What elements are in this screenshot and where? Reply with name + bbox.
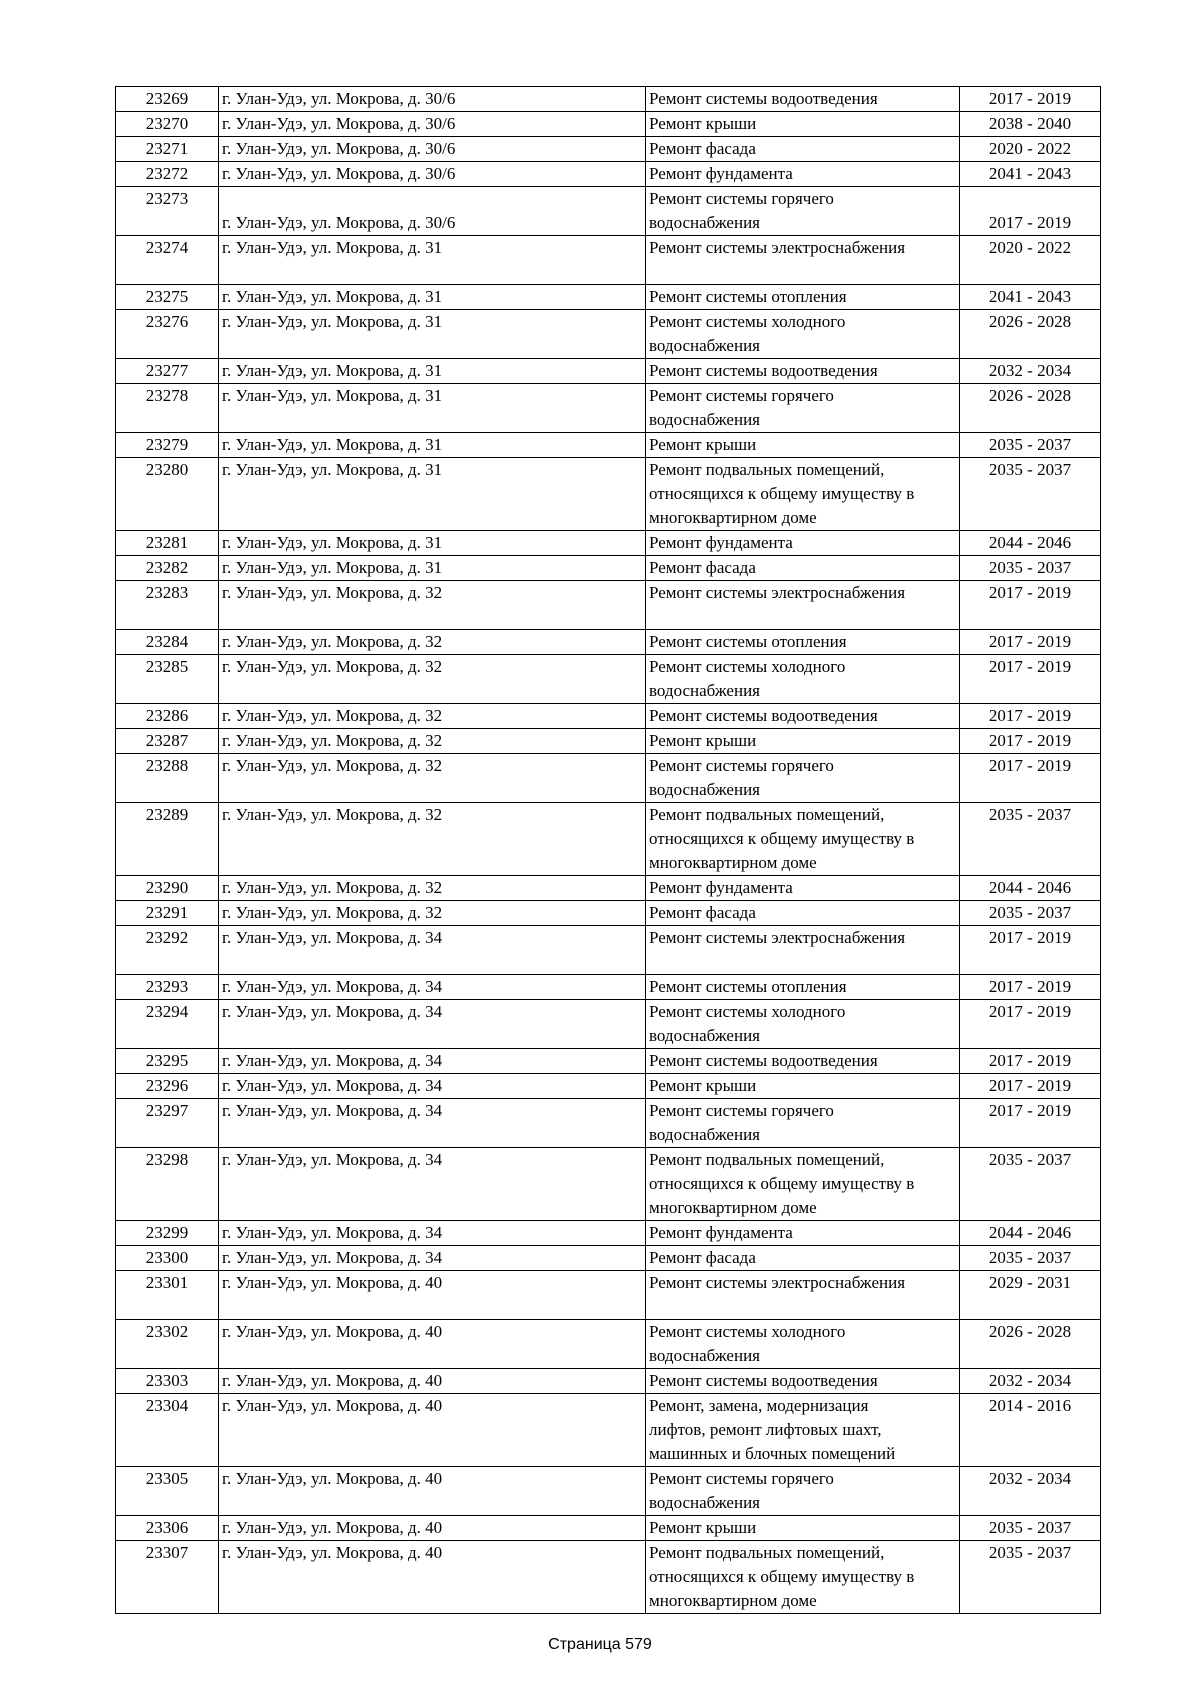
- period-cell: 2035 - 2037: [960, 1516, 1101, 1541]
- work-type-cell: [646, 556, 960, 581]
- row-number: 23297: [116, 1099, 219, 1148]
- work-type-cell: [646, 87, 960, 112]
- work-type-cell: [646, 433, 960, 458]
- row-number: 23306: [116, 1516, 219, 1541]
- work-type-cell: [646, 1099, 960, 1148]
- table-row: [116, 975, 1101, 1000]
- row-number: 23270: [116, 112, 219, 137]
- period-cell: 2017 - 2019: [960, 581, 1101, 630]
- work-type-line: Ремонт, замена, модернизация: [649, 1396, 869, 1415]
- work-type-line: Ремонт системы водоотведения: [649, 706, 878, 725]
- row-number: 23285: [116, 655, 219, 704]
- period-cell: 2041 - 2043: [960, 162, 1101, 187]
- period-cell: 2017 - 2019: [960, 926, 1101, 975]
- work-type-line: относящихся к общему имуществу в: [649, 484, 915, 503]
- address-cell: г. Улан-Удэ, ул. Мокрова, д. 32: [219, 630, 646, 655]
- work-type-line: Ремонт системы электроснабжения: [649, 238, 906, 257]
- address-cell: г. Улан-Удэ, ул. Мокрова, д. 40: [219, 1541, 646, 1614]
- address-cell: г. Улан-Удэ, ул. Мокрова, д. 32: [219, 803, 646, 876]
- address-cell: г. Улан-Удэ, ул. Мокрова, д. 31: [219, 310, 646, 359]
- work-type-cell: [646, 359, 960, 384]
- table-row: [116, 236, 1101, 285]
- address-cell: г. Улан-Удэ, ул. Мокрова, д. 34: [219, 1148, 646, 1221]
- work-type-line: многоквартирном доме: [649, 853, 817, 872]
- work-type-line: Ремонт системы отопления: [649, 632, 847, 651]
- address-cell: г. Улан-Удэ, ул. Мокрова, д. 40: [219, 1394, 646, 1467]
- address-cell: г. Улан-Удэ, ул. Мокрова, д. 32: [219, 729, 646, 754]
- work-type-line: Ремонт системы горячего: [649, 756, 834, 775]
- table-row: [116, 162, 1101, 187]
- work-type-line: Ремонт системы горячего: [649, 1469, 834, 1488]
- address-cell: г. Улан-Удэ, ул. Мокрова, д. 34: [219, 975, 646, 1000]
- work-type-cell: [646, 729, 960, 754]
- work-type-cell: [646, 310, 960, 359]
- work-type-cell: [646, 1369, 960, 1394]
- work-type-line: многоквартирном доме: [649, 508, 817, 527]
- period-cell: 2017 - 2019: [960, 87, 1101, 112]
- period-cell: 2017 - 2019: [960, 655, 1101, 704]
- work-type-line: Ремонт системы водоотведения: [649, 1371, 878, 1390]
- work-type-line: Ремонт системы холодного: [649, 1002, 846, 1021]
- period-cell: 2035 - 2037: [960, 433, 1101, 458]
- address-cell: г. Улан-Удэ, ул. Мокрова, д. 40: [219, 1467, 646, 1516]
- table-row: [116, 876, 1101, 901]
- table-row: [116, 1000, 1101, 1049]
- row-number: 23292: [116, 926, 219, 975]
- period-cell: 2014 - 2016: [960, 1394, 1101, 1467]
- address-cell: г. Улан-Удэ, ул. Мокрова, д. 31: [219, 236, 646, 285]
- table-row: [116, 1467, 1101, 1516]
- table-row: [116, 556, 1101, 581]
- work-type-cell: [646, 926, 960, 975]
- work-type-cell: [646, 975, 960, 1000]
- work-type-line: водоснабжения: [649, 1346, 760, 1365]
- address-cell: г. Улан-Удэ, ул. Мокрова, д. 31: [219, 384, 646, 433]
- work-type-cell: [646, 384, 960, 433]
- work-type-cell: [646, 1320, 960, 1369]
- work-type-line: лифтов, ремонт лифтовых шахт,: [649, 1420, 882, 1439]
- row-number: 23302: [116, 1320, 219, 1369]
- work-type-line: Ремонт системы электроснабжения: [649, 583, 906, 602]
- page-number: Страница 579: [548, 1636, 652, 1653]
- work-type-line: Ремонт крыши: [649, 114, 757, 133]
- table-row: [116, 1246, 1101, 1271]
- work-type-line: Ремонт системы горячего: [649, 386, 834, 405]
- table-row: [116, 926, 1101, 975]
- work-type-cell: [646, 1148, 960, 1221]
- row-number: 23283: [116, 581, 219, 630]
- period-cell: 2020 - 2022: [960, 137, 1101, 162]
- work-type-line: Ремонт фасада: [649, 903, 756, 922]
- work-type-cell: [646, 803, 960, 876]
- address-cell: г. Улан-Удэ, ул. Мокрова, д. 34: [219, 1000, 646, 1049]
- period-cell: 2017 - 2019: [960, 975, 1101, 1000]
- table-row: [116, 1221, 1101, 1246]
- row-number: 23290: [116, 876, 219, 901]
- row-number: 23286: [116, 704, 219, 729]
- work-type-cell: [646, 531, 960, 556]
- work-type-line: Ремонт системы отопления: [649, 977, 847, 996]
- address-cell: г. Улан-Удэ, ул. Мокрова, д. 34: [219, 1099, 646, 1148]
- work-type-cell: [646, 1221, 960, 1246]
- address-cell: г. Улан-Удэ, ул. Мокрова, д. 31: [219, 556, 646, 581]
- table-row: [116, 458, 1101, 531]
- table-row: [116, 359, 1101, 384]
- work-type-line: водоснабжения: [649, 1493, 760, 1512]
- work-type-cell: [646, 704, 960, 729]
- period-cell: 2035 - 2037: [960, 803, 1101, 876]
- row-number: 23278: [116, 384, 219, 433]
- work-type-cell: [646, 1271, 960, 1320]
- table-row: [116, 87, 1101, 112]
- address-cell: г. Улан-Удэ, ул. Мокрова, д. 30/6: [219, 187, 646, 236]
- address-cell: г. Улан-Удэ, ул. Мокрова, д. 31: [219, 359, 646, 384]
- period-cell: 2017 - 2019: [960, 630, 1101, 655]
- work-type-cell: [646, 112, 960, 137]
- work-type-cell: [646, 1394, 960, 1467]
- period-cell: 2026 - 2028: [960, 310, 1101, 359]
- work-type-line: относящихся к общему имуществу в: [649, 1567, 915, 1586]
- period-cell: 2035 - 2037: [960, 1148, 1101, 1221]
- period-cell: 2035 - 2037: [960, 1246, 1101, 1271]
- work-type-line: многоквартирном доме: [649, 1591, 817, 1610]
- work-type-cell: [646, 236, 960, 285]
- work-type-line: относящихся к общему имуществу в: [649, 829, 915, 848]
- table-row: [116, 901, 1101, 926]
- work-type-line: относящихся к общему имуществу в: [649, 1174, 915, 1193]
- row-number: 23291: [116, 901, 219, 926]
- table-row: [116, 433, 1101, 458]
- address-cell: г. Улан-Удэ, ул. Мокрова, д. 32: [219, 704, 646, 729]
- work-type-cell: [646, 1467, 960, 1516]
- row-number: 23295: [116, 1049, 219, 1074]
- work-type-cell: [646, 876, 960, 901]
- table-body: [116, 87, 1101, 1614]
- work-type-line: водоснабжения: [649, 1125, 760, 1144]
- table-row: [116, 1049, 1101, 1074]
- work-type-cell: [646, 1049, 960, 1074]
- table-row: [116, 1369, 1101, 1394]
- work-type-cell: [646, 901, 960, 926]
- work-type-line: Ремонт системы холодного: [649, 1322, 846, 1341]
- table-row: [116, 137, 1101, 162]
- row-number: 23269: [116, 87, 219, 112]
- work-type-line: многоквартирном доме: [649, 1198, 817, 1217]
- address-cell: г. Улан-Удэ, ул. Мокрова, д. 30/6: [219, 137, 646, 162]
- row-number: 23282: [116, 556, 219, 581]
- table-row: [116, 704, 1101, 729]
- work-type-line: машинных и блочных помещений: [649, 1444, 896, 1463]
- row-number: 23305: [116, 1467, 219, 1516]
- row-number: 23284: [116, 630, 219, 655]
- work-type-line: Ремонт фасада: [649, 1248, 756, 1267]
- row-number: 23303: [116, 1369, 219, 1394]
- row-number: 23287: [116, 729, 219, 754]
- period-cell: 2041 - 2043: [960, 285, 1101, 310]
- period-cell: 2032 - 2034: [960, 359, 1101, 384]
- work-type-cell: [646, 162, 960, 187]
- row-number: 23272: [116, 162, 219, 187]
- work-type-cell: [646, 1516, 960, 1541]
- work-type-line: [649, 260, 956, 284]
- work-type-line: Ремонт фундамента: [649, 1223, 793, 1242]
- address-cell: г. Улан-Удэ, ул. Мокрова, д. 40: [219, 1271, 646, 1320]
- work-type-line: Ремонт системы водоотведения: [649, 1051, 878, 1070]
- table-row: [116, 1320, 1101, 1369]
- work-type-line: [649, 1295, 956, 1319]
- period-cell: 2044 - 2046: [960, 876, 1101, 901]
- period-cell: 2044 - 2046: [960, 1221, 1101, 1246]
- row-number: 23274: [116, 236, 219, 285]
- work-type-line: Ремонт системы горячего: [649, 189, 834, 208]
- table-row: [116, 384, 1101, 433]
- period-cell: 2026 - 2028: [960, 1320, 1101, 1369]
- row-number: 23293: [116, 975, 219, 1000]
- work-type-cell: [646, 1074, 960, 1099]
- work-type-line: Ремонт системы отопления: [649, 287, 847, 306]
- address-cell: г. Улан-Удэ, ул. Мокрова, д. 31: [219, 531, 646, 556]
- table-row: [116, 1074, 1101, 1099]
- work-type-line: Ремонт фундамента: [649, 533, 793, 552]
- address-cell: г. Улан-Удэ, ул. Мокрова, д. 30/6: [219, 162, 646, 187]
- work-type-cell: [646, 187, 960, 236]
- period-cell: 2017 - 2019: [960, 1049, 1101, 1074]
- work-type-line: Ремонт подвальных помещений,: [649, 460, 885, 479]
- period-cell: 2044 - 2046: [960, 531, 1101, 556]
- work-type-cell: [646, 630, 960, 655]
- table-row: [116, 655, 1101, 704]
- work-type-cell: [646, 655, 960, 704]
- row-number: 23275: [116, 285, 219, 310]
- work-type-line: водоснабжения: [649, 336, 760, 355]
- row-number: 23289: [116, 803, 219, 876]
- row-number: 23301: [116, 1271, 219, 1320]
- address-cell: г. Улан-Удэ, ул. Мокрова, д. 34: [219, 1221, 646, 1246]
- work-type-line: Ремонт фундамента: [649, 878, 793, 897]
- address-cell: г. Улан-Удэ, ул. Мокрова, д. 40: [219, 1516, 646, 1541]
- address-cell: г. Улан-Удэ, ул. Мокрова, д. 31: [219, 285, 646, 310]
- period-cell: 2020 - 2022: [960, 236, 1101, 285]
- address-cell: г. Улан-Удэ, ул. Мокрова, д. 31: [219, 458, 646, 531]
- work-type-line: Ремонт фундамента: [649, 164, 793, 183]
- address-cell: г. Улан-Удэ, ул. Мокрова, д. 32: [219, 876, 646, 901]
- period-cell: 2035 - 2037: [960, 458, 1101, 531]
- row-number: 23304: [116, 1394, 219, 1467]
- work-type-line: Ремонт крыши: [649, 435, 757, 454]
- period-cell: 2035 - 2037: [960, 901, 1101, 926]
- period-cell: 2017 - 2019: [960, 1000, 1101, 1049]
- works-table: [115, 86, 1101, 1614]
- period-cell: 2026 - 2028: [960, 384, 1101, 433]
- work-type-line: Ремонт системы горячего: [649, 1101, 834, 1120]
- work-type-line: Ремонт крыши: [649, 1076, 757, 1095]
- address-cell: г. Улан-Удэ, ул. Мокрова, д. 40: [219, 1320, 646, 1369]
- table-row: [116, 310, 1101, 359]
- work-type-cell: [646, 1541, 960, 1614]
- period-cell: 2032 - 2034: [960, 1467, 1101, 1516]
- table-row: [116, 630, 1101, 655]
- row-number: 23276: [116, 310, 219, 359]
- address-cell: г. Улан-Удэ, ул. Мокрова, д. 34: [219, 1049, 646, 1074]
- row-number: 23307: [116, 1541, 219, 1614]
- work-type-line: водоснабжения: [649, 1026, 760, 1045]
- row-number: 23296: [116, 1074, 219, 1099]
- period-cell: 2035 - 2037: [960, 1541, 1101, 1614]
- address-cell: г. Улан-Удэ, ул. Мокрова, д. 32: [219, 901, 646, 926]
- period-cell: 2029 - 2031: [960, 1271, 1101, 1320]
- address-cell: г. Улан-Удэ, ул. Мокрова, д. 34: [219, 1246, 646, 1271]
- work-type-line: Ремонт подвальных помещений,: [649, 1150, 885, 1169]
- work-type-line: Ремонт подвальных помещений,: [649, 1543, 885, 1562]
- table-row: [116, 1099, 1101, 1148]
- work-type-line: Ремонт системы электроснабжения: [649, 1273, 906, 1292]
- table-row: [116, 729, 1101, 754]
- table-row: [116, 1541, 1101, 1614]
- address-cell: г. Улан-Удэ, ул. Мокрова, д. 32: [219, 754, 646, 803]
- row-number: 23294: [116, 1000, 219, 1049]
- table-row: [116, 1394, 1101, 1467]
- period-cell: 2017 - 2019: [960, 1074, 1101, 1099]
- work-type-cell: [646, 1000, 960, 1049]
- work-type-line: Ремонт фасада: [649, 558, 756, 577]
- row-number: 23298: [116, 1148, 219, 1221]
- work-type-cell: [646, 285, 960, 310]
- table-row: [116, 1271, 1101, 1320]
- work-type-line: водоснабжения: [649, 780, 760, 799]
- work-type-cell: [646, 581, 960, 630]
- work-type-cell: [646, 1246, 960, 1271]
- work-type-line: водоснабжения: [649, 213, 760, 232]
- address-cell: г. Улан-Удэ, ул. Мокрова, д. 30/6: [219, 87, 646, 112]
- table-row: [116, 1148, 1101, 1221]
- address-cell: г. Улан-Удэ, ул. Мокрова, д. 31: [219, 433, 646, 458]
- work-type-line: [649, 605, 956, 629]
- period-cell: 2017 - 2019: [960, 1099, 1101, 1148]
- row-number: 23299: [116, 1221, 219, 1246]
- table-row: [116, 1516, 1101, 1541]
- work-type-line: Ремонт фасада: [649, 139, 756, 158]
- work-type-line: [649, 950, 956, 974]
- table-row: [116, 803, 1101, 876]
- row-number: 23271: [116, 137, 219, 162]
- work-type-cell: [646, 754, 960, 803]
- row-number: 23300: [116, 1246, 219, 1271]
- address-cell: г. Улан-Удэ, ул. Мокрова, д. 34: [219, 1074, 646, 1099]
- address-cell: г. Улан-Удэ, ул. Мокрова, д. 32: [219, 581, 646, 630]
- period-cell: 2032 - 2034: [960, 1369, 1101, 1394]
- work-type-line: водоснабжения: [649, 410, 760, 429]
- work-type-line: водоснабжения: [649, 681, 760, 700]
- table-row: [116, 187, 1101, 236]
- row-number: 23279: [116, 433, 219, 458]
- period-cell: 2017 - 2019: [960, 704, 1101, 729]
- row-number: 23277: [116, 359, 219, 384]
- period-cell: 2017 - 2019: [960, 754, 1101, 803]
- address-cell: г. Улан-Удэ, ул. Мокрова, д. 32: [219, 655, 646, 704]
- work-type-line: Ремонт крыши: [649, 1518, 757, 1537]
- table-row: [116, 112, 1101, 137]
- period-cell: 2035 - 2037: [960, 556, 1101, 581]
- table-row: [116, 754, 1101, 803]
- table-row: [116, 531, 1101, 556]
- work-type-line: Ремонт системы холодного: [649, 657, 846, 676]
- work-type-line: Ремонт системы водоотведения: [649, 361, 878, 380]
- work-type-line: Ремонт системы водоотведения: [649, 89, 878, 108]
- address-cell: г. Улан-Удэ, ул. Мокрова, д. 34: [219, 926, 646, 975]
- table-row: [116, 581, 1101, 630]
- table-row: [116, 285, 1101, 310]
- period-cell: 2017 - 2019: [960, 729, 1101, 754]
- row-number: 23280: [116, 458, 219, 531]
- work-type-line: Ремонт подвальных помещений,: [649, 805, 885, 824]
- row-number: 23273: [116, 187, 219, 236]
- row-number: 23281: [116, 531, 219, 556]
- address-cell: г. Улан-Удэ, ул. Мокрова, д. 30/6: [219, 112, 646, 137]
- work-type-cell: [646, 458, 960, 531]
- period-cell: 2017 - 2019: [960, 187, 1101, 236]
- work-type-line: Ремонт системы электроснабжения: [649, 928, 906, 947]
- work-type-line: Ремонт крыши: [649, 731, 757, 750]
- work-type-cell: [646, 137, 960, 162]
- address-cell: г. Улан-Удэ, ул. Мокрова, д. 40: [219, 1369, 646, 1394]
- period-cell: 2038 - 2040: [960, 112, 1101, 137]
- row-number: 23288: [116, 754, 219, 803]
- work-type-line: Ремонт системы холодного: [649, 312, 846, 331]
